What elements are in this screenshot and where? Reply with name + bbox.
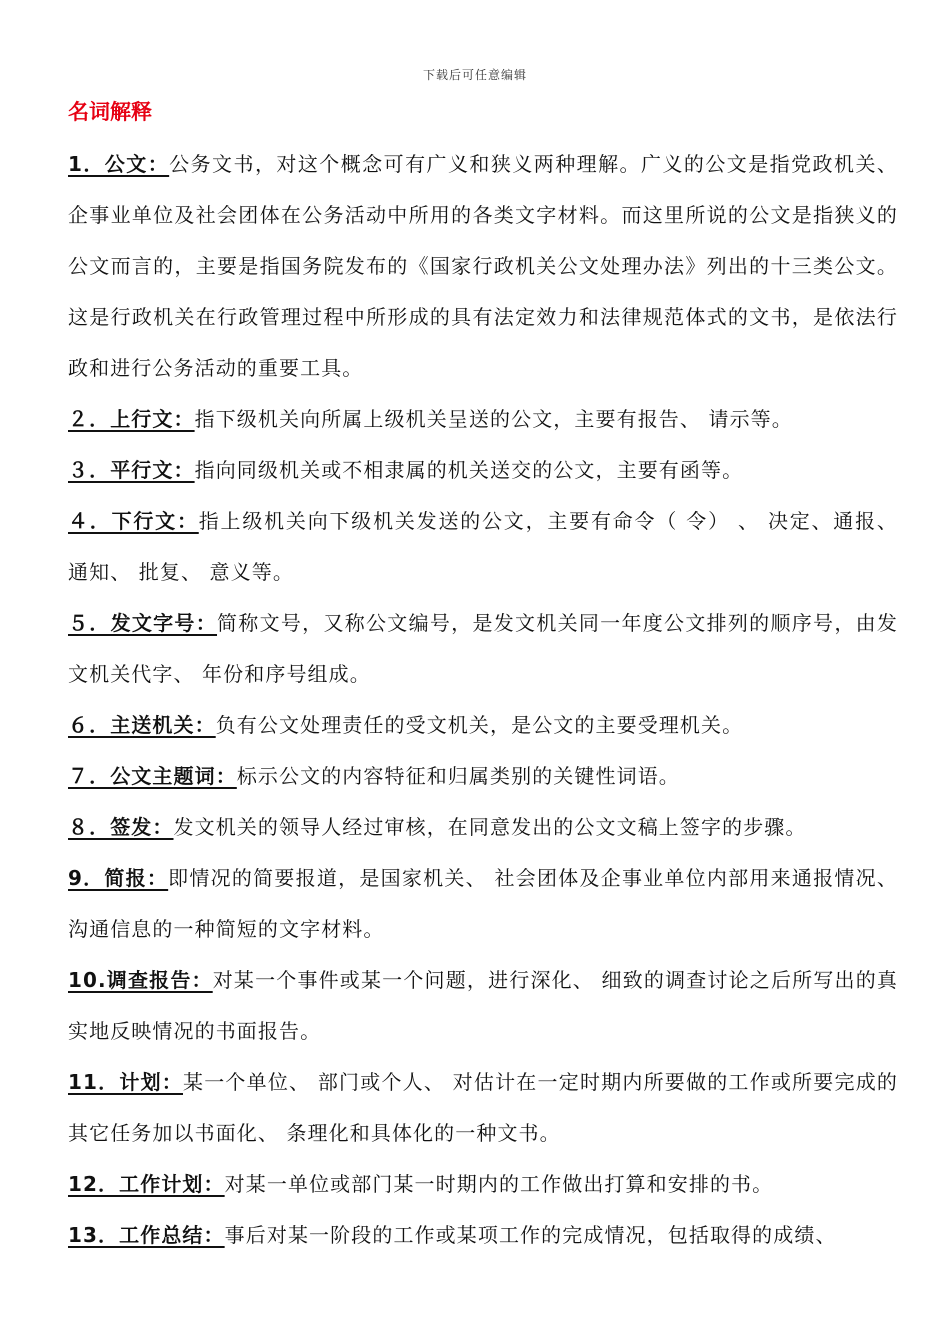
- entry-term: 13．工作总结：: [68, 1223, 225, 1247]
- glossary-entry-7: [68, 751, 898, 802]
- entry-term: 1．公文：: [68, 152, 170, 176]
- entry-definition: 事后对某一阶段的工作或某项工作的完成情况，包括取得的成绩、: [224, 1223, 837, 1247]
- entry-term: ６．主送机关：: [68, 713, 216, 737]
- entry-term: 9．简报：: [68, 866, 169, 890]
- entry-definition: 标示公文的内容特征和归属类别的关键性词语。: [236, 764, 680, 788]
- entry-definition: 指下级机关向所属上级机关呈送的公文，主要有报告、 请示等。: [194, 407, 793, 431]
- entry-definition: 即情况的简要报道，是国家机关、 社会团体及企事业单位内部用来通报情况、 沟通信息的一种简短的文字材料。: [68, 866, 898, 941]
- entry-term: ４．下行文：: [68, 509, 199, 533]
- entry-definition: 对某一个事件或某一个问题，进行深化、 细致的调查讨论之后所写出的真实地反映情况的书面报告。: [68, 968, 898, 1043]
- section-title: 名词解释: [68, 100, 152, 124]
- glossary-entry-2: [68, 394, 898, 445]
- entry-definition: 某一个单位、 部门或个人、 对估计在一定时期内所要做的工作或所要完成的其它任务加以书面化、 条理化和具体化的一种文书。: [68, 1070, 899, 1145]
- glossary-entry-4: [68, 496, 898, 598]
- entry-term: ８．签发：: [68, 815, 174, 839]
- entry-definition: 公务文书，对这个概念可有广义和狭义两种理解。广义的公文是指党政机关、 企事业单位及社会团体在公务活动中所用的各类文字材料。而这里所说的公文是指狭义的公文而言的，主要是指国务院发布的《国家行政机关公文处理办法》列出的十三类公文。这是行政机关在行政管理过程中所形成的具有法定效力和法律规范体式的文书，是依法行政和进行公务活动的重要工具。: [68, 152, 898, 380]
- glossary-entry-8: [68, 802, 898, 853]
- entry-term: ３．平行文：: [68, 458, 195, 482]
- entry-term: 12．工作计划：: [68, 1172, 225, 1196]
- entry-definition: 对某一单位或部门某一时期内的工作做出打算和安排的书。: [224, 1172, 774, 1196]
- entry-definition: 负有公文处理责任的受文机关，是公文的主要受理机关。: [215, 713, 744, 737]
- entry-term: ７．公文主题词：: [68, 764, 237, 788]
- glossary-entry-3: [68, 445, 898, 496]
- glossary-entry-1: [68, 139, 898, 394]
- glossary-entry-12: [68, 1159, 898, 1210]
- entry-term: 10.调查报告：: [68, 968, 213, 992]
- entry-term: ２．上行文：: [68, 407, 195, 431]
- entry-definition: 指向同级机关或不相隶属的机关送交的公文，主要有函等。: [194, 458, 744, 482]
- entry-definition: 指上级机关向下级机关发送的公文，主要有命令（ 令） 、 决定、通报、 通知、 批复、 意义等。: [68, 509, 898, 584]
- entry-definition: 发文机关的领导人经过审核，在同意发出的公文文稿上签字的步骤。: [173, 815, 807, 839]
- glossary-entry-10: [68, 955, 898, 1057]
- entry-term: ５．发文字号：: [68, 611, 218, 635]
- glossary-entry-13: [68, 1210, 898, 1261]
- glossary-list: [68, 139, 898, 1261]
- entry-definition: 简称文号，又称公文编号，是发文机关同一年度公文排列的顺序号，由发文机关代字、 年份和序号组成。: [68, 611, 899, 686]
- header-note: 下载后可任意编辑: [422, 68, 527, 82]
- glossary-entry-9: [68, 853, 898, 955]
- glossary-entry-5: [68, 598, 898, 700]
- glossary-entry-6: [68, 700, 898, 751]
- entry-term: 11．计划：: [68, 1070, 183, 1094]
- glossary-entry-11: [68, 1057, 898, 1159]
